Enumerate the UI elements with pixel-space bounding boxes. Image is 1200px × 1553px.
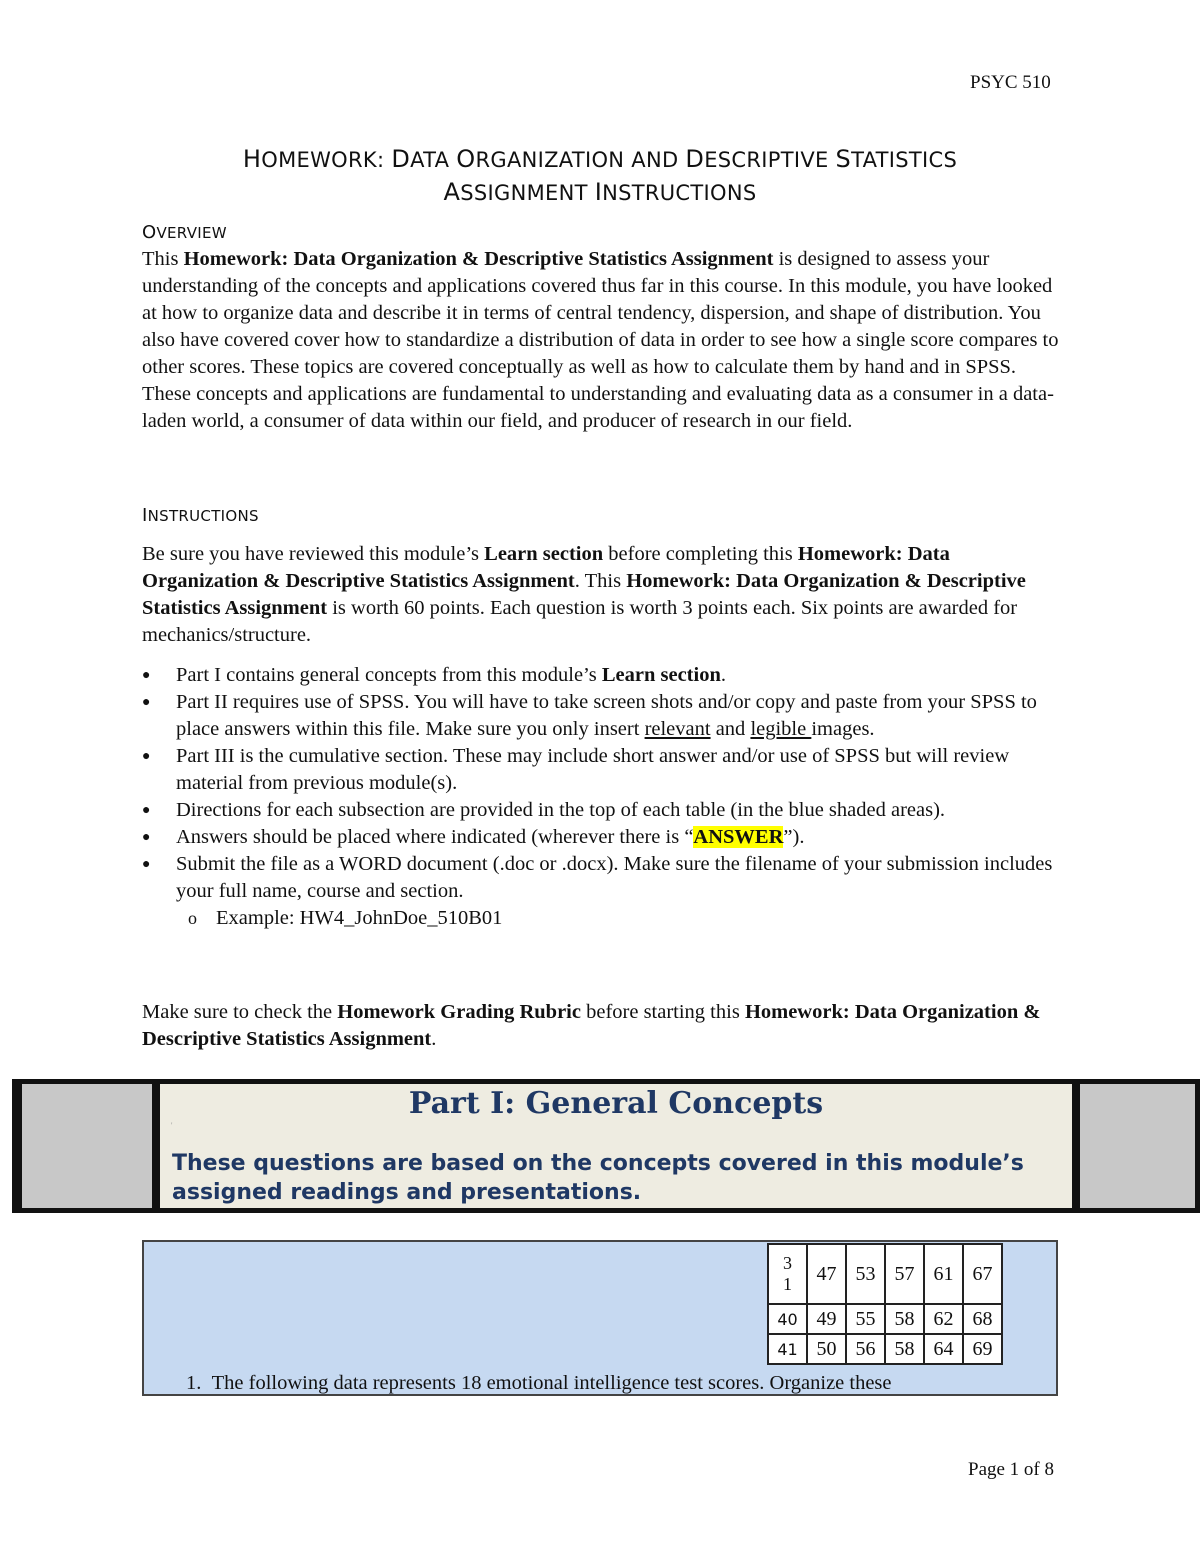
list-item: ● Answers should be placed where indicated (wherever there is “ANSWER”). [142, 824, 1062, 851]
table-cell[interactable]: 56 [846, 1334, 885, 1364]
table-cell[interactable]: 58 [885, 1334, 924, 1364]
closing-paragraph: Make sure to check the Homework Grading Rubric before starting this Homework: Data Organization & Descriptive Statistics Assignment. [142, 1001, 1041, 1050]
table-cell[interactable]: 3 1 [768, 1244, 807, 1304]
part-title: Part I: General Concepts [408, 1086, 824, 1121]
table-cell[interactable]: 40 [768, 1304, 807, 1334]
table-cell[interactable]: 64 [924, 1334, 963, 1364]
list-item: ● Part III is the cumulative section. These may include short answer and/or use of SPSS but will review material from previous module(s). [142, 743, 1062, 797]
list-subitem: o Example: HW4_JohnDoe_510B01 [142, 905, 1062, 932]
page-number: Page 1 of 8 [968, 1459, 1055, 1480]
overview-paragraph: This Homework: Data Organization & Descriptive Statistics Assignment is designed to assess your understanding of the concepts and applications covered thus far in this course. In this module, you have looked at how to organize data and describe it in terms of central tendency, dispersion, and shape of distribution. You also have covered cover how to standardize a distribution of data in order to see how a single score compares to other scores. These topics are covered conceptually as well as how to calculate them by hand and in SPSS. These concepts and applications are fundamental to understanding and evaluating data as a consumer in a data-laden world, a consumer of data within our field, and producer of research in our field. [142, 248, 1059, 432]
table-cell[interactable]: 53 [846, 1244, 885, 1304]
table-cell[interactable]: 67 [963, 1244, 1002, 1304]
instructions-heading: INSTRUCTIONS [142, 505, 259, 526]
document-title-line-2: ASSIGNMENT INSTRUCTIONS [443, 178, 757, 206]
table-cell[interactable]: 62 [924, 1304, 963, 1334]
course-code: PSYC 510 [970, 72, 1051, 93]
table-cell[interactable]: 57 [885, 1244, 924, 1304]
table-cell[interactable]: 47 [807, 1244, 846, 1304]
answer-highlight: ANSWER [693, 826, 784, 848]
document-title-line-1: HOMEWORK: DATA ORGANIZATION AND DESCRIPTIVE STATISTICS [242, 145, 958, 173]
list-item: ● Directions for each subsection are provided in the top of each table (in the blue shaded areas). [142, 797, 1062, 824]
table-cell[interactable]: 55 [846, 1304, 885, 1334]
list-item: ● Part I contains general concepts from this module’s Learn section. [142, 662, 1062, 689]
banner-left-cell [22, 1084, 152, 1208]
scores-table [767, 1243, 1003, 1365]
table-cell[interactable]: 69 [963, 1334, 1002, 1364]
list-item: ● Submit the file as a WORD document (.doc or .docx). Make sure the filename of your submission includes your full name, course and section. [142, 851, 1062, 905]
part-subtitle: These questions are based on the concepts covered in this module’s assigned readings and presentations. [172, 1151, 1024, 1205]
table-cell[interactable]: 68 [963, 1304, 1002, 1334]
table-cell[interactable]: 61 [924, 1244, 963, 1304]
instructions-list [142, 662, 1062, 932]
overview-heading: OVERVIEW [142, 222, 227, 243]
instructions-paragraph: Be sure you have reviewed this module’s Learn section before completing this Homework: Data Organization & Descriptive Statistics Assignment. This Homework: Data Organization & Descriptive Statistics Assignment is worth 60 points. Each question is worth 3 points each. Six points are awarded for mechanics/structure. [142, 543, 1026, 646]
table-cell[interactable]: 58 [885, 1304, 924, 1334]
list-item: ● Part II requires use of SPSS. You will have to take screen shots and/or copy and paste from your SPSS to place answers within this file. Make sure you only insert relevant and legible images. [142, 689, 1062, 743]
table-cell[interactable]: 49 [807, 1304, 846, 1334]
banner-mark: ' [171, 1121, 173, 1130]
table-row [768, 1244, 1002, 1304]
table-cell[interactable]: 41 [768, 1334, 807, 1364]
table-cell[interactable]: 50 [807, 1334, 846, 1364]
banner-right-cell [1080, 1084, 1195, 1208]
table-row [768, 1334, 1002, 1364]
question-1-text: 1. The following data represents 18 emotional intelligence test scores. Organize these [186, 1372, 892, 1394]
table-row [768, 1304, 1002, 1334]
